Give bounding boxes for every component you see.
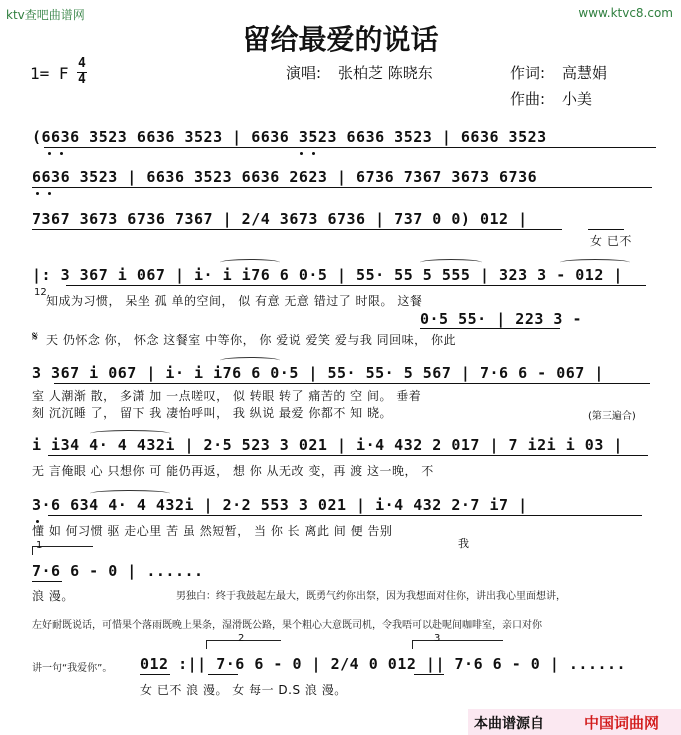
music-line-6: i i34 4· 4 432i | 2·5 523 3 021 | i·4 432 2 017 | 7 i2i i 03 | bbox=[32, 436, 623, 454]
lyrics-line-7: 浪 漫。 bbox=[32, 589, 74, 603]
lyrics-line-3: 室 人潮渐 散， 多潇 加 一点嗟叹， 似 转眼 转了 痛苦的 空 间。 垂着 bbox=[32, 389, 422, 403]
third-time-note: (第三遍合) bbox=[588, 411, 636, 422]
lyrics-line-2: 天 仍怀念 你， 怀念 这餐室 中等你， 你 爱说 爱笑 爱与我 同回味， 你此 bbox=[46, 333, 456, 347]
alt-lyric-wo: 我 bbox=[458, 537, 470, 550]
singer-names: 张柏芝 陈晓东 bbox=[338, 64, 433, 82]
lyrics-line-5: 无 言俺眼 心 只想你 可 能仍再返， 想 你 从无改 变，再 渡 这一晚， 不 bbox=[32, 464, 434, 478]
footer-site-name[interactable]: 中国词曲网 bbox=[584, 714, 660, 732]
footer-source-label: 本曲谱源自 bbox=[474, 716, 544, 732]
composer-name: 小美 bbox=[562, 90, 593, 108]
lyricist-name: 高慧娟 bbox=[562, 64, 608, 82]
lyrics-line-0: 女 已不 bbox=[590, 234, 632, 248]
lyrics-line-4: 刻 沉沉睡 了， 留下 我 凄怡呼叫， 我 纵说 最爱 你都不 知 晓。 bbox=[32, 406, 392, 420]
time-sig-top: 4 bbox=[78, 56, 86, 71]
volta-one: 1 bbox=[36, 540, 43, 551]
lyrics-line-1: 知成为习惯， 呆坐 孤 单的空间， 似 有意 无意 错过了 时限。 这餐 bbox=[46, 294, 423, 308]
volta-three: 3 bbox=[434, 633, 441, 644]
segno-icon: 𝄋 bbox=[32, 329, 39, 345]
volta-two: 2 bbox=[238, 633, 245, 644]
music-line-alt: 0·5 55· | 223 3 - bbox=[420, 310, 583, 328]
measure-number: 12 bbox=[34, 287, 47, 298]
monologue-line-2: 左好耐既说话，可惜果个落雨既晚上果条，湿滑既公路，果个粗心大意既司机，令我唔可以赴呢间咖啡室，亲口对你 bbox=[32, 620, 542, 631]
monologue-line-1: 男独白：终于我鼓起左最大，既勇气约你出祭，因为我想面对住你，讲出我心里面想讲， bbox=[176, 591, 566, 602]
song-title: 留给最爱的说话 bbox=[242, 23, 439, 56]
monologue-line-3: 讲一句“我爱你”。 bbox=[32, 663, 113, 674]
lyrics-line-6: 懂 如 何习惯 驱 走心里 苦 虽 然短暂， 当 你 长 离此 间 便 告别 bbox=[32, 524, 393, 538]
watermark-right: www.ktvc8.com bbox=[578, 6, 673, 20]
music-line-5: 3 367 i 067 | i· i i76 6 0·5 | 55· 55· 5 567 | 7·6 6 - 067 | bbox=[32, 364, 604, 382]
music-line-2: 6636 3523 | 6636 3523 6636 2623 | 6736 7367 3673 6736 bbox=[32, 168, 538, 186]
watermark-left: ktv查吧曲谱网 bbox=[6, 8, 85, 22]
key-signature: 1= F bbox=[30, 64, 69, 83]
lyrics-line-8: 女 已不 浪 漫。 女 每一 D.S 浪 漫。 bbox=[140, 683, 347, 697]
lyricist-label: 作词: bbox=[510, 64, 546, 82]
music-line-9: 012 :|| 7·6 6 - 0 | 2/4 0 012 || 7·6 6 - 0 | ...... bbox=[140, 655, 627, 673]
singer-label: 演唱: bbox=[286, 64, 322, 82]
music-line-3: 7367 3673 6736 7367 | 2/4 3673 6736 | 737 0 0) 012 | bbox=[32, 210, 528, 228]
composer-label: 作曲: bbox=[510, 90, 546, 108]
music-line-1: (6636 3523 6636 3523 | 6636 3523 6636 3523 | 6636 3523 bbox=[32, 128, 547, 146]
music-line-8: 7·6 6 - 0 | ...... bbox=[32, 562, 204, 580]
music-line-4: |: 3 367 i 067 | i· i i76 6 0·5 | 55· 55 5 555 | 323 3 - 012 | bbox=[32, 266, 623, 284]
time-sig-bottom: 4 bbox=[78, 72, 86, 87]
music-line-7: 3·6 634 4· 4 432i | 2·2 553 3 021 | i·4 432 2·7 i7 | bbox=[32, 496, 528, 514]
